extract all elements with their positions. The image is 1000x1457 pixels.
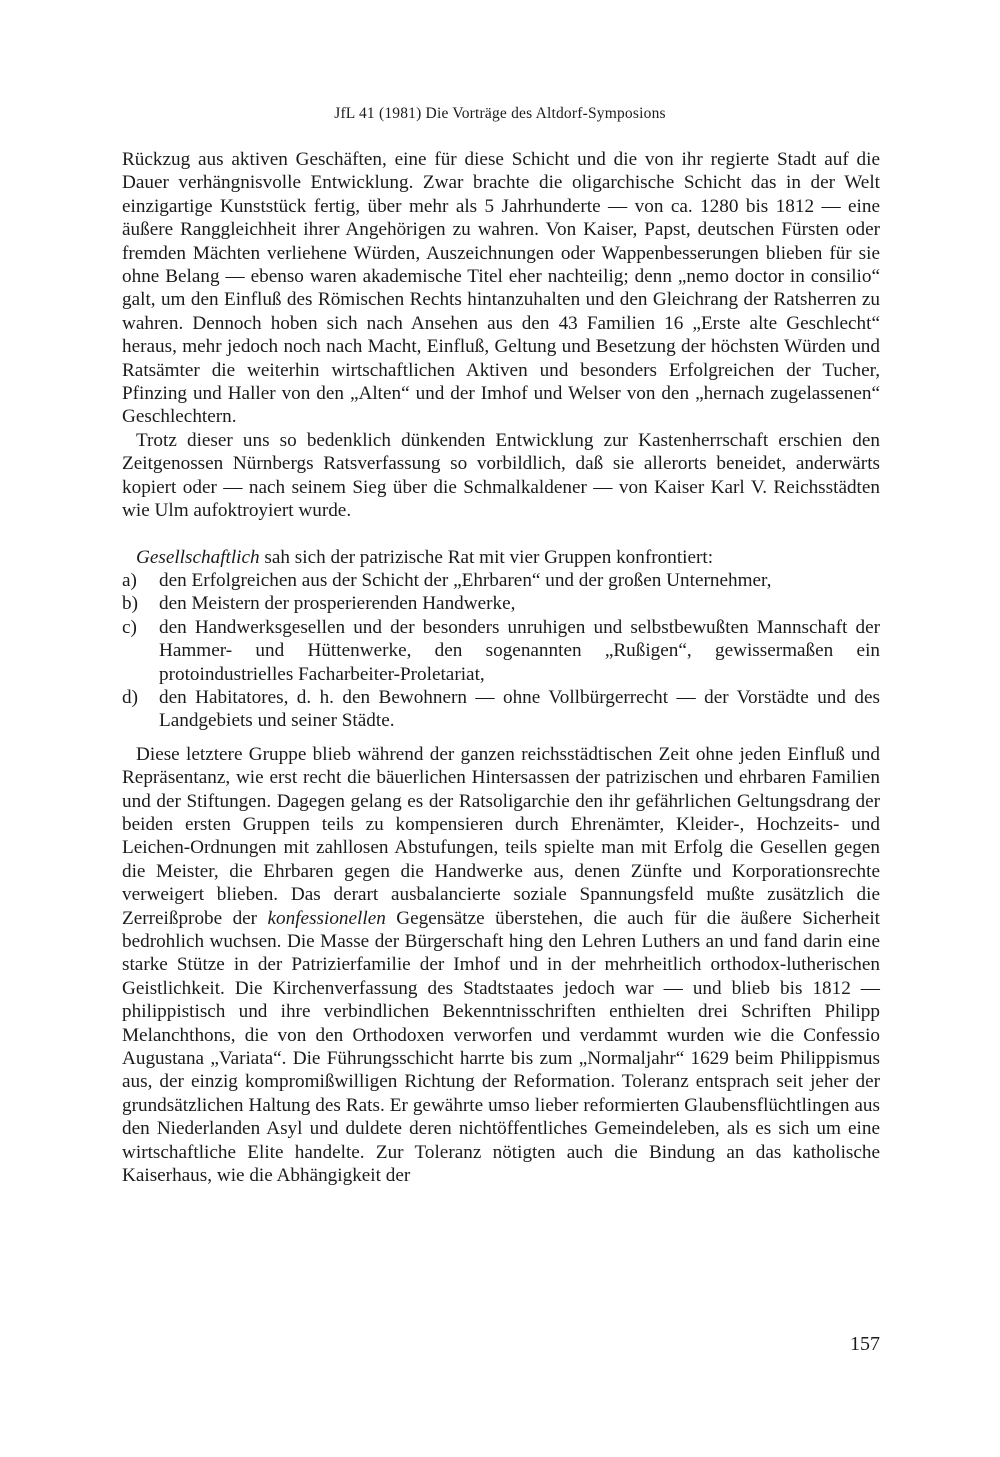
list-item-text: den Handwerksgesellen und der besonders unruhigen und selbstbewußten Mannschaft der Hammer- und Hüttenwerke, den sogenannten „Rußigen“, gewissermaßen ein protoindustrielles Facharbeiter-Proletariat, bbox=[159, 616, 880, 685]
paragraph-ratsverfassung: Trotz dieser uns so bedenklich dünkenden Entwicklung zur Kastenherrschaft erschien den Zeitgenossen Nürnbergs Ratsverfassung so vorbildlich, daß sie allerorts beneidet, anderwärts kopiert oder — nach seinem Sieg über die Schmalkaldener — von Kaiser Karl V. Reichsstädten wie Ulm aufoktroyiert wurde. bbox=[122, 429, 880, 522]
paragraph-habitatores-text-a: Diese letztere Gruppe blieb während der ganzen reichsstädtischen Zeit ohne jeden Einfluß und Repräsentanz, wie erst recht die bäuerlichen Hintersassen der patrizischen und ehrbaren Familien und der Stiftungen. Dagegen gelang es der Ratsoligarchie den ihr gefährlichen Geltungsdrang der beiden ersten Gruppen teils zu kompensieren durch Ehrenämter, Kleider-, Hochzeits- und Leichen-Ordnungen mit zahllosen Abstufungen, teils spielte man mit Erfolg die Gesellen gegen die Meister, die Ehrbaren gegen die Handwerke aus, denen Zünfte und Korporationsrechte verweigert blieben. Das derart ausbalancierte soziale Spannungsfeld mußte zusätzlich die Zerreißprobe der bbox=[122, 743, 880, 929]
paragraph-gesellschaftlich-text: sah sich der patrizische Rat mit vier Gruppen konfrontiert: bbox=[259, 546, 714, 568]
list-item bbox=[122, 569, 880, 592]
list-marker: b) bbox=[122, 593, 138, 615]
list-item bbox=[122, 686, 880, 733]
emphasis-konfessionellen: konfessionellen bbox=[267, 907, 386, 929]
list-item-text: den Meistern der prosperierenden Handwerke, bbox=[159, 593, 516, 615]
emphasis-gesellschaftlich: Gesellschaftlich bbox=[136, 546, 260, 568]
list-item-text: den Erfolgreichen aus der Schicht der „Ehrbaren“ und der großen Unternehmer, bbox=[159, 569, 772, 591]
list-marker: d) bbox=[122, 686, 138, 708]
list-item-text: den Habitatores, d. h. den Bewohnern — ohne Vollbürgerrecht — der Vorstädte und des Landgebiets und seiner Städte. bbox=[159, 686, 880, 732]
paragraph-habitatores bbox=[122, 743, 880, 1188]
list-marker: c) bbox=[122, 616, 137, 638]
paragraph-continuation: Rückzug aus aktiven Geschäften, eine für diese Schicht und die von ihr regierte Stadt auf die Dauer verhängnisvolle Entwicklung. Zwar brachte die oligarchische Schicht das in der Welt einzigartige Kunststück fertig, über mehr als 5 Jahrhunderte — von ca. 1280 bis 1812 — eine äußere Ranggleichheit ihrer Angehörigen zu wahren. Von Kaiser, Papst, deutschen Fürsten oder fremden Mächten verliehene Würden, Auszeichnungen oder Wappenbesserungen blieben für sie ohne Belang — ebenso waren akademische Titel eher nachteilig; denn „nemo doctor in consilio“ galt, um den Einfluß des Römischen Rechts hintanzuhalten und den Gleichrang der Ratsherren zu wahren. Dennoch hoben sich nach Ansehen aus den 43 Familien 16 „Erste alte Geschlecht“ heraus, mehr jedoch noch nach Macht, Einfluß, Geltung und Besetzung der höchsten Würden und Ratsämter die weiterhin wirtschaftlichen Aktiven und besonders Erfolgreichen der Tucher, Pfinzing und Haller von den „Alten“ und der Imhof und Welser von den „hernach zugelassenen“ Geschlechtern. bbox=[122, 149, 880, 428]
body-text bbox=[122, 148, 880, 1187]
list-item bbox=[122, 616, 880, 686]
list-item bbox=[122, 592, 880, 615]
group-list bbox=[122, 569, 880, 733]
running-head: JfL 41 (1981) Die Vorträge des Altdorf-Symposions bbox=[334, 105, 666, 122]
paragraph-gesellschaftlich bbox=[122, 546, 880, 569]
paragraph-habitatores-text-b: Gegensätze überstehen, die auch für die äußere Sicherheit bedrohlich wuchsen. Die Masse der Bürgerschaft hing den Lehren Luthers an und fand darin eine starke Stütze in der Patrizierfamilie der Imhof und in der mehrheitlich orthodox-lutherischen Geistlichkeit. Die Kirchenverfassung des Stadtstaates jedoch war — und blieb bis 1812 — philippistisch und ihre verbindlichen Bekenntnisschriften enthielten drei Schriften Philipp Melanchthons, die von den Orthodoxen verworfen und verdammt wurden wie die Confessio Augustana „Variata“. Die Führungsschicht harrte bis zum „Normaljahr“ 1629 beim Philippismus aus, der einzig kompromißwilligen Richtung der Reformation. Toleranz entsprach seit jeher der grundsätzlichen Haltung des Rats. Er gewährte umso lieber reformierten Glaubensflüchtlingen aus den Niederlanden Asyl und duldete deren nichtöffentliches Gemeindeleben, als es sich um eine wirtschaftliche Elite handelte. Zur Toleranz nötigten auch die Bindung an das katholische Kaiserhaus, wie die Abhängigkeit der bbox=[122, 907, 880, 1187]
page-number: 157 bbox=[850, 1333, 880, 1355]
list-marker: a) bbox=[122, 569, 137, 591]
